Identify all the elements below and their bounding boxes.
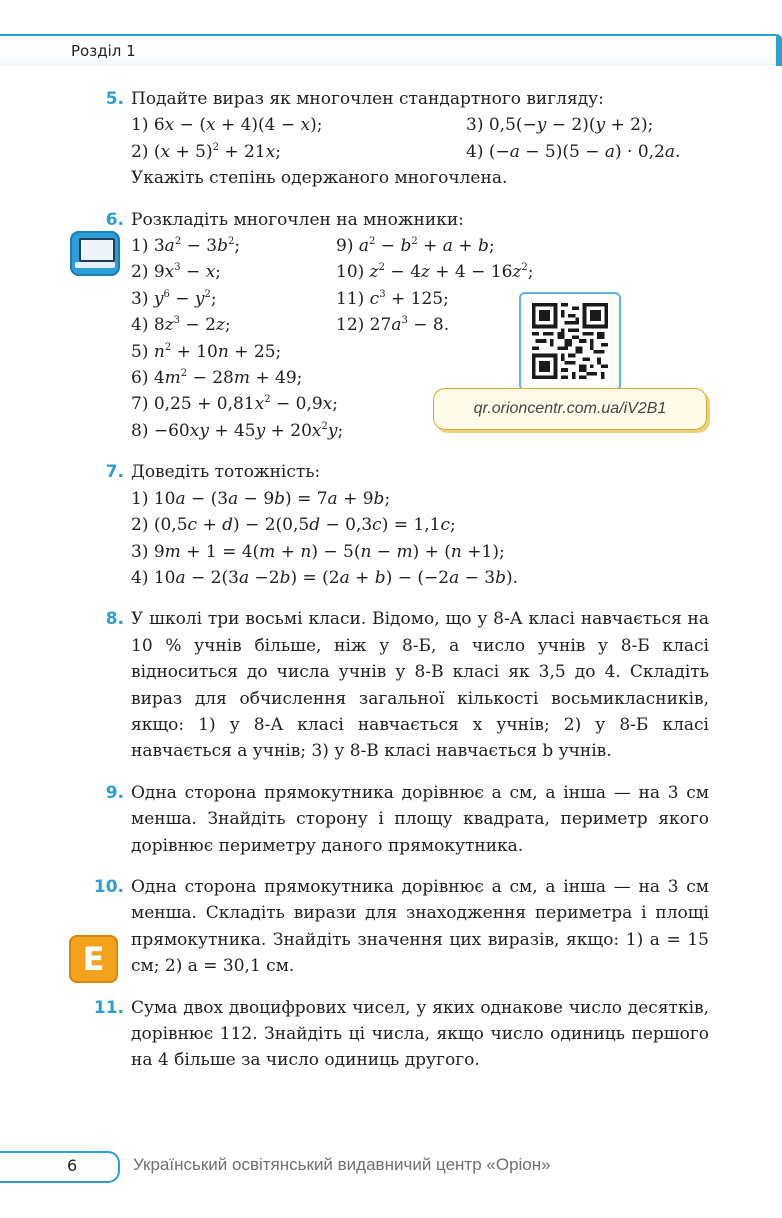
publisher-name: Український освітянський видавничий центр «Оріон» xyxy=(133,1155,551,1174)
expression-grid xyxy=(131,112,709,165)
task-number: 6. xyxy=(105,209,124,230)
identity: 2) (0,5c + d) − 2(0,5d − 0,3c) = 1,1c; xyxy=(131,515,456,536)
expression: 2) $9x^3 - x$; xyxy=(131,262,222,283)
expression: 6) $4m^2 - 28m + 49$; xyxy=(131,368,303,389)
expression: 7) $0,25 + 0,81x^2 - 0,9x$; xyxy=(131,394,338,415)
expression: 12) $27a^3 - 8$. xyxy=(336,315,450,336)
task-6 xyxy=(0,207,782,445)
expression: 4) (−a − 5)(5 − a) · 0,2a. xyxy=(466,141,681,162)
task-text: Подайте вираз як многочлен стандартного вигляду: xyxy=(131,89,604,109)
identity: 3) 9m + 1 = 4(m + n) − 5(n − m) + (n +1); xyxy=(131,541,505,562)
task-text: Сума двох двоцифрових чисел, у яких однакове число десятків, дорівнює 112. Знайдіть ці числа, якщо число одиниць першого на 4 більше за число одиниць другого. xyxy=(131,997,709,1071)
expression: 2) $(x + 5)^2 + 21x$; xyxy=(131,141,281,162)
page-header xyxy=(0,34,782,66)
task-11 xyxy=(0,995,782,1074)
identity: 1) 10a − (3a − 9b) = 7a + 9b; xyxy=(131,488,391,509)
task-number: 7. xyxy=(105,462,124,483)
task-number: 8. xyxy=(105,609,124,630)
task-list xyxy=(0,86,782,1089)
task-text: Одна сторона прямокутника дорівнює a см, а інша — на 3 см менша. Знайдіть сторону і площу квадрата, периметр якого дорівнює периметру даного прямокутника. xyxy=(131,782,709,856)
task-number: 5. xyxy=(105,89,124,109)
task-text: Доведіть тотожність: xyxy=(131,462,321,483)
task-text: Одна сторона прямокутника дорівнює a см, а інша — на 3 см менша. Складіть вирази для знаходження периметра і площі прямокутника. Знайдіть значення цих виразів, якщо: 1) a = 15 см; 2) a = 30,1 см. xyxy=(131,876,709,977)
task-text: Розкладіть многочлен на множники: xyxy=(131,209,464,230)
task-7 xyxy=(0,459,782,591)
task-9 xyxy=(0,780,782,859)
task-text: У школі три восьмі класи. Відомо, що у 8-А класі навчається на 10 % учнів більше, ніж у 8-Б, а число учнів у 8-Б класі відноситься до числа учнів у 8-В класі як 3,5 до 4. Складіть вираз для обчислення загальної кількості восьмикласників, якщо: 1) у 8-А класі навчається x учнів; 2) у 8-Б класі навчається a учнів; 3) у 8-В класі навчається b учнів. xyxy=(131,609,709,762)
expression: 1) $3a^2 - 3b^2$; xyxy=(131,236,241,257)
task-number: 11. xyxy=(93,997,124,1018)
e-letter-icon[interactable]: Е xyxy=(69,935,118,983)
task-8 xyxy=(0,606,782,764)
page-number: 6 xyxy=(67,1156,78,1175)
identity: 4) 10a − 2(3a −2b) = (2a + b) − (−2a − 3b). xyxy=(131,567,519,588)
task-5 xyxy=(0,86,782,192)
page-footer xyxy=(0,1151,782,1181)
task-number: 10. xyxy=(93,876,124,897)
task-text: Укажіть степінь одержаного многочлена. xyxy=(131,168,508,189)
expression: 1) 6x − (x + 4)(4 − x); xyxy=(131,115,323,136)
task-10 xyxy=(0,874,782,980)
expression: $8) -60xy + 45y + 20x^2y$; xyxy=(131,420,344,441)
expression: 9) $a^2 - b^2 + a + b$; xyxy=(336,236,495,257)
page-number-tab xyxy=(0,1151,120,1183)
task-number: 9. xyxy=(105,782,124,803)
expression: 3) $y^6 - y^2$; xyxy=(131,288,217,309)
qr-link[interactable]: qr.orioncentr.com.ua/iV2B1 xyxy=(433,388,707,430)
expression: 11) $c^3 + 125$; xyxy=(336,288,449,309)
expression: 3) 0,5(−y − 2)(y + 2); xyxy=(466,115,654,136)
expression: 10) $z^2 - 4z + 4 - 16z^2$; xyxy=(336,262,534,283)
expression: 5) $n^2 + 10n + 25$; xyxy=(131,341,282,362)
section-title: Розділ 1 xyxy=(71,42,136,60)
expression-grid xyxy=(131,233,709,339)
expression: 4) $8z^3 - 2z$; xyxy=(131,315,231,336)
